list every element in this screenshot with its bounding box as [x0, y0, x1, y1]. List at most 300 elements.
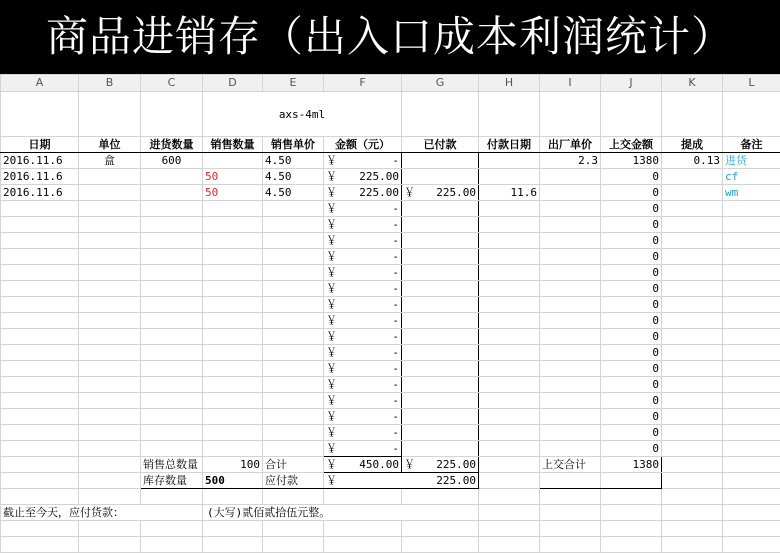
sheet-cell[interactable] — [79, 441, 141, 457]
sheet-cell[interactable] — [723, 281, 780, 297]
sheet-cell[interactable] — [79, 217, 141, 233]
column-header-I[interactable]: I — [540, 75, 601, 92]
sheet-cell[interactable] — [540, 297, 601, 313]
cell-note[interactable]: 进货 — [723, 153, 780, 169]
sheet-cell[interactable] — [203, 201, 263, 217]
sheet-cell[interactable] — [141, 361, 203, 377]
cell-commission[interactable]: 0.13 — [662, 153, 723, 169]
sheet-cell[interactable] — [263, 345, 324, 361]
sheet-cell[interactable] — [79, 409, 141, 425]
sheet-cell[interactable] — [79, 233, 141, 249]
sheet-cell[interactable] — [141, 217, 203, 233]
sheet-cell[interactable] — [263, 425, 324, 441]
column-header-G[interactable]: G — [402, 75, 479, 92]
sheet-cell[interactable] — [402, 345, 479, 361]
sheet-cell[interactable] — [662, 345, 723, 361]
sheet-cell[interactable] — [723, 441, 780, 457]
sheet-cell[interactable] — [263, 313, 324, 329]
sheet-cell[interactable] — [479, 313, 540, 329]
sheet-cell[interactable] — [540, 537, 601, 553]
sheet-cell[interactable] — [1, 361, 79, 377]
cell-note[interactable]: cf — [723, 169, 780, 185]
sheet-cell[interactable] — [479, 521, 540, 537]
amount-cell[interactable] — [324, 297, 402, 313]
sheet-cell[interactable] — [1, 489, 79, 505]
sheet-cell[interactable] — [540, 345, 601, 361]
sheet-cell[interactable] — [402, 409, 479, 425]
sheet-cell[interactable] — [402, 521, 479, 537]
sheet-cell[interactable] — [479, 361, 540, 377]
sheet-cell[interactable] — [723, 217, 780, 233]
amount-cell[interactable] — [324, 153, 402, 169]
cell-paid[interactable] — [402, 169, 479, 185]
amount-cell[interactable] — [324, 281, 402, 297]
sheet-cell[interactable] — [1, 329, 79, 345]
sheet-cell[interactable] — [402, 313, 479, 329]
stock-label[interactable]: 库存数量 — [141, 473, 203, 489]
sheet-cell[interactable] — [540, 377, 601, 393]
sheet-cell[interactable] — [662, 521, 723, 537]
sheet-cell[interactable] — [540, 249, 601, 265]
sheet-cell[interactable] — [723, 313, 780, 329]
sheet-cell[interactable] — [601, 92, 662, 137]
cell-submit[interactable]: 0 — [601, 409, 662, 425]
sheet-cell[interactable] — [263, 409, 324, 425]
cell-submit[interactable]: 0 — [601, 313, 662, 329]
cell-sale_qty[interactable]: 50 — [203, 185, 263, 201]
sheet-cell[interactable] — [141, 409, 203, 425]
sheet-cell[interactable] — [263, 249, 324, 265]
cell-submit[interactable]: 0 — [601, 185, 662, 201]
header-11[interactable]: 备注 — [723, 137, 780, 153]
sheet-cell[interactable] — [662, 393, 723, 409]
sheet-cell[interactable] — [723, 457, 780, 473]
sheet-cell[interactable] — [263, 281, 324, 297]
cell-sale_qty[interactable] — [203, 153, 263, 169]
column-header-J[interactable]: J — [601, 75, 662, 92]
amount-cell[interactable] — [324, 265, 402, 281]
sheet-cell[interactable] — [79, 393, 141, 409]
sheet-cell[interactable] — [141, 329, 203, 345]
sheet-cell[interactable] — [1, 249, 79, 265]
sheet-cell[interactable] — [1, 473, 79, 489]
sheet-cell[interactable] — [79, 473, 141, 489]
amount-cell[interactable] — [324, 409, 402, 425]
sheet-cell[interactable] — [662, 361, 723, 377]
total-amount-cell[interactable] — [324, 457, 402, 473]
amount-cell[interactable] — [324, 249, 402, 265]
sheet-cell[interactable] — [479, 409, 540, 425]
cell-commission[interactable] — [662, 185, 723, 201]
header-3[interactable]: 销售数量 — [203, 137, 263, 153]
sheet-cell[interactable] — [79, 329, 141, 345]
sheet-cell[interactable] — [402, 425, 479, 441]
sheet-cell[interactable] — [479, 377, 540, 393]
cell-in_qty[interactable]: 600 — [141, 153, 203, 169]
sheet-cell[interactable] — [1, 377, 79, 393]
header-4[interactable]: 销售单价 — [263, 137, 324, 153]
sheet-cell[interactable] — [141, 537, 203, 553]
amount-cell[interactable] — [324, 169, 402, 185]
sheet-cell[interactable] — [662, 505, 723, 521]
cell-in_qty[interactable] — [141, 185, 203, 201]
sheet-cell[interactable] — [662, 217, 723, 233]
sheet-cell[interactable] — [662, 233, 723, 249]
sheet-cell[interactable] — [662, 313, 723, 329]
cell-pay_date[interactable] — [479, 169, 540, 185]
sheet-cell[interactable] — [479, 537, 540, 553]
sheet-cell[interactable] — [1, 281, 79, 297]
amount-cell[interactable] — [324, 313, 402, 329]
amount-cell[interactable] — [324, 425, 402, 441]
cell-price[interactable]: 4.50 — [263, 169, 324, 185]
sheet-cell[interactable] — [1, 297, 79, 313]
sheet-cell[interactable] — [540, 329, 601, 345]
sheet-cell[interactable] — [1, 441, 79, 457]
sheet-cell[interactable] — [79, 361, 141, 377]
sheet-cell[interactable] — [79, 521, 141, 537]
sheet-cell[interactable] — [263, 537, 324, 553]
cell-submit[interactable]: 0 — [601, 217, 662, 233]
sheet-cell[interactable] — [723, 249, 780, 265]
column-header-L[interactable]: L — [723, 75, 780, 92]
sheet-cell[interactable] — [402, 489, 479, 505]
sheet-cell[interactable] — [141, 441, 203, 457]
sheet-cell[interactable] — [662, 441, 723, 457]
sheet-cell[interactable] — [203, 233, 263, 249]
sheet-cell[interactable] — [479, 489, 540, 505]
cell-unit[interactable] — [79, 169, 141, 185]
sheet-cell[interactable] — [79, 313, 141, 329]
sheet-cell[interactable] — [723, 265, 780, 281]
sheet-cell[interactable] — [601, 473, 662, 489]
sheet-cell[interactable] — [723, 393, 780, 409]
column-header-H[interactable]: H — [479, 75, 540, 92]
sheet-cell[interactable] — [540, 92, 601, 137]
sheet-cell[interactable] — [1, 457, 79, 473]
sheet-cell[interactable] — [723, 233, 780, 249]
sheet-cell[interactable] — [324, 489, 402, 505]
submit-total-label[interactable]: 上交合计 — [540, 457, 601, 473]
sheet-cell[interactable] — [141, 281, 203, 297]
sheet-cell[interactable] — [540, 505, 601, 521]
sheet-cell[interactable] — [203, 313, 263, 329]
amount-cell[interactable] — [324, 233, 402, 249]
sheet-cell[interactable] — [203, 361, 263, 377]
sheet-cell[interactable] — [540, 441, 601, 457]
sheet-cell[interactable] — [1, 233, 79, 249]
sheet-cell[interactable] — [203, 521, 263, 537]
sheet-cell[interactable] — [723, 521, 780, 537]
column-header-E[interactable]: E — [263, 75, 324, 92]
sheet-cell[interactable] — [479, 505, 540, 521]
amount-cell[interactable] — [324, 377, 402, 393]
cell-submit[interactable]: 0 — [601, 169, 662, 185]
sheet-cell[interactable] — [263, 489, 324, 505]
sheet-cell[interactable] — [402, 217, 479, 233]
sheet-cell[interactable] — [141, 233, 203, 249]
sheet-cell[interactable] — [141, 425, 203, 441]
sheet-cell[interactable] — [79, 297, 141, 313]
cell-factory[interactable] — [540, 185, 601, 201]
sheet-cell[interactable] — [79, 537, 141, 553]
sheet-cell[interactable] — [479, 457, 540, 473]
sheet-cell[interactable] — [79, 425, 141, 441]
sheet-cell[interactable] — [662, 425, 723, 441]
cell-submit[interactable]: 0 — [601, 361, 662, 377]
sheet-cell[interactable] — [1, 313, 79, 329]
sheet-cell[interactable] — [79, 265, 141, 281]
sheet-cell[interactable] — [479, 249, 540, 265]
amount-cell[interactable] — [324, 441, 402, 457]
sheet-cell[interactable] — [540, 201, 601, 217]
sheet-cell[interactable] — [263, 441, 324, 457]
header-9[interactable]: 上交金额 — [601, 137, 662, 153]
sheet-cell[interactable] — [203, 409, 263, 425]
sheet-cell[interactable] — [203, 329, 263, 345]
sheet-cell[interactable] — [402, 297, 479, 313]
amount-cell[interactable] — [324, 329, 402, 345]
sheet-cell[interactable] — [263, 329, 324, 345]
sheet-cell[interactable] — [402, 441, 479, 457]
sheet-cell[interactable] — [1, 345, 79, 361]
header-1[interactable]: 单位 — [79, 137, 141, 153]
cell-unit[interactable]: 盒 — [79, 153, 141, 169]
sheet-cell[interactable] — [479, 233, 540, 249]
submit-total-value[interactable]: 1380 — [601, 457, 662, 473]
cell-submit[interactable]: 0 — [601, 425, 662, 441]
sheet-cell[interactable] — [203, 217, 263, 233]
amount-cell[interactable] — [324, 361, 402, 377]
cell-submit[interactable]: 1380 — [601, 153, 662, 169]
total-label[interactable]: 合计 — [263, 457, 324, 473]
column-header-C[interactable]: C — [141, 75, 203, 92]
sheet-cell[interactable] — [662, 489, 723, 505]
sheet-cell[interactable] — [479, 281, 540, 297]
sheet-cell[interactable] — [402, 249, 479, 265]
sheet-cell[interactable] — [203, 265, 263, 281]
amount-cell[interactable] — [324, 185, 402, 201]
sheet-cell[interactable] — [479, 441, 540, 457]
cell-date[interactable]: 2016.11.6 — [1, 169, 79, 185]
header-2[interactable]: 进货数量 — [141, 137, 203, 153]
header-6[interactable]: 已付款 — [402, 137, 479, 153]
sheet-cell[interactable] — [203, 377, 263, 393]
sheet-cell[interactable] — [601, 489, 662, 505]
column-header-A[interactable]: A — [1, 75, 79, 92]
cell-submit[interactable]: 0 — [601, 233, 662, 249]
sheet-cell[interactable] — [723, 329, 780, 345]
sheet-cell[interactable] — [479, 201, 540, 217]
sheet-cell[interactable] — [540, 313, 601, 329]
sale-total-label[interactable]: 销售总数量 — [141, 457, 203, 473]
sheet-cell[interactable] — [402, 393, 479, 409]
sheet-cell[interactable] — [1, 537, 79, 553]
cell-submit[interactable]: 0 — [601, 249, 662, 265]
sheet-cell[interactable] — [141, 377, 203, 393]
sheet-cell[interactable] — [141, 201, 203, 217]
total-paid-cell[interactable] — [402, 457, 479, 473]
sheet-cell[interactable] — [1, 425, 79, 441]
sheet-cell[interactable] — [723, 201, 780, 217]
sheet-cell[interactable] — [723, 473, 780, 489]
sheet-cell[interactable] — [662, 281, 723, 297]
sheet-cell[interactable] — [601, 537, 662, 553]
sheet-cell[interactable] — [141, 313, 203, 329]
sheet-cell[interactable] — [662, 329, 723, 345]
sheet-cell[interactable] — [203, 249, 263, 265]
sheet-cell[interactable] — [1, 393, 79, 409]
sheet-cell[interactable] — [402, 265, 479, 281]
sheet-cell[interactable] — [79, 281, 141, 297]
sheet-cell[interactable] — [662, 473, 723, 489]
sheet-cell[interactable] — [540, 281, 601, 297]
sheet-cell[interactable] — [723, 409, 780, 425]
sheet-cell[interactable] — [203, 425, 263, 441]
due-label[interactable]: 应付款 — [263, 473, 324, 489]
sheet-cell[interactable] — [263, 217, 324, 233]
sheet-cell[interactable] — [263, 393, 324, 409]
sheet-cell[interactable] — [402, 92, 479, 137]
sheet-cell[interactable] — [662, 377, 723, 393]
sheet-cell[interactable] — [723, 297, 780, 313]
sheet-cell[interactable] — [402, 281, 479, 297]
sheet-cell[interactable] — [402, 377, 479, 393]
column-header-D[interactable]: D — [203, 75, 263, 92]
sheet-cell[interactable] — [723, 505, 780, 521]
sheet-cell[interactable] — [540, 473, 601, 489]
sheet-cell[interactable] — [141, 297, 203, 313]
amount-cell[interactable] — [324, 393, 402, 409]
sheet-cell[interactable] — [402, 233, 479, 249]
sheet-cell[interactable] — [263, 361, 324, 377]
sheet-cell[interactable] — [723, 92, 780, 137]
sheet-cell[interactable] — [203, 281, 263, 297]
sheet-cell[interactable] — [1, 201, 79, 217]
sheet-cell[interactable] — [402, 329, 479, 345]
sheet-cell[interactable] — [479, 297, 540, 313]
sheet-cell[interactable] — [723, 425, 780, 441]
header-8[interactable]: 出厂单价 — [540, 137, 601, 153]
sheet-cell[interactable] — [601, 505, 662, 521]
header-7[interactable]: 付款日期 — [479, 137, 540, 153]
sheet-cell[interactable] — [203, 345, 263, 361]
cell-price[interactable]: 4.50 — [263, 185, 324, 201]
sheet-cell[interactable] — [79, 249, 141, 265]
amount-cell[interactable] — [324, 345, 402, 361]
header-10[interactable]: 提成 — [662, 137, 723, 153]
stock-value[interactable]: 500 — [203, 473, 263, 489]
sheet-cell[interactable] — [540, 425, 601, 441]
sheet-cell[interactable] — [141, 345, 203, 361]
cell-factory[interactable]: 2.3 — [540, 153, 601, 169]
sale-total-value[interactable]: 100 — [203, 457, 263, 473]
sheet-cell[interactable] — [1, 265, 79, 281]
cell-submit[interactable]: 0 — [601, 201, 662, 217]
sheet-cell[interactable] — [263, 521, 324, 537]
cell-price[interactable]: 4.50 — [263, 153, 324, 169]
sheet-cell[interactable] — [662, 92, 723, 137]
sheet-cell[interactable] — [324, 521, 402, 537]
cell-pay_date[interactable]: 11.6 — [479, 185, 540, 201]
sheet-cell[interactable] — [324, 537, 402, 553]
sheet-cell[interactable] — [662, 297, 723, 313]
cell-date[interactable]: 2016.11.6 — [1, 185, 79, 201]
sheet-cell[interactable] — [479, 329, 540, 345]
sheet-cell[interactable] — [263, 377, 324, 393]
sheet-cell[interactable] — [141, 489, 203, 505]
sheet-cell[interactable] — [402, 361, 479, 377]
sheet-cell[interactable] — [662, 201, 723, 217]
sheet-cell[interactable] — [723, 361, 780, 377]
sheet-cell[interactable] — [263, 297, 324, 313]
cell-date[interactable]: 2016.11.6 — [1, 153, 79, 169]
sheet-cell[interactable] — [203, 297, 263, 313]
sheet-cell[interactable] — [479, 217, 540, 233]
sheet-cell[interactable] — [723, 537, 780, 553]
sheet-cell[interactable] — [79, 377, 141, 393]
sheet-cell[interactable] — [723, 345, 780, 361]
sheet-cell[interactable] — [540, 233, 601, 249]
sheet-cell[interactable] — [141, 92, 203, 137]
sheet-cell[interactable] — [1, 92, 79, 137]
cell-commission[interactable] — [662, 169, 723, 185]
sheet-cell[interactable] — [601, 521, 662, 537]
cell-submit[interactable]: 0 — [601, 393, 662, 409]
sheet-cell[interactable] — [540, 489, 601, 505]
sheet-cell[interactable] — [203, 393, 263, 409]
sheet-cell[interactable] — [402, 537, 479, 553]
header-0[interactable]: 日期 — [1, 137, 79, 153]
sheet-cell[interactable] — [1, 217, 79, 233]
cell-submit[interactable]: 0 — [601, 329, 662, 345]
sheet-cell[interactable] — [479, 425, 540, 441]
cell-note[interactable]: wm — [723, 185, 780, 201]
sheet-cell[interactable] — [203, 441, 263, 457]
cell-submit[interactable]: 0 — [601, 281, 662, 297]
cell-in_qty[interactable] — [141, 169, 203, 185]
sheet-cell[interactable] — [141, 249, 203, 265]
sheet-cell[interactable] — [540, 521, 601, 537]
cell-paid[interactable] — [402, 153, 479, 169]
cell-submit[interactable]: 0 — [601, 441, 662, 457]
sheet-cell[interactable] — [662, 265, 723, 281]
amount-cell[interactable] — [324, 201, 402, 217]
header-5[interactable]: 金额（元） — [324, 137, 402, 153]
paid-cell[interactable] — [402, 185, 479, 201]
sheet-cell[interactable] — [263, 201, 324, 217]
sheet-cell[interactable] — [540, 393, 601, 409]
sheet-cell[interactable] — [479, 473, 540, 489]
column-header-B[interactable]: B — [79, 75, 141, 92]
sheet-cell[interactable] — [662, 249, 723, 265]
sheet-cell[interactable] — [540, 265, 601, 281]
sheet-cell[interactable] — [540, 217, 601, 233]
cell-factory[interactable] — [540, 169, 601, 185]
column-header-K[interactable]: K — [662, 75, 723, 92]
sheet-cell[interactable] — [263, 233, 324, 249]
sheet-cell[interactable] — [141, 265, 203, 281]
sheet-cell[interactable] — [540, 361, 601, 377]
sheet-cell[interactable] — [1, 521, 79, 537]
sheet-cell[interactable] — [479, 265, 540, 281]
deadline-label[interactable]: 截止至今天，应付货款： — [1, 505, 203, 521]
sheet-cell[interactable] — [662, 537, 723, 553]
sheet-cell[interactable] — [479, 393, 540, 409]
sheet-cell[interactable] — [723, 489, 780, 505]
sheet-cell[interactable] — [141, 393, 203, 409]
sheet-cell[interactable] — [79, 201, 141, 217]
